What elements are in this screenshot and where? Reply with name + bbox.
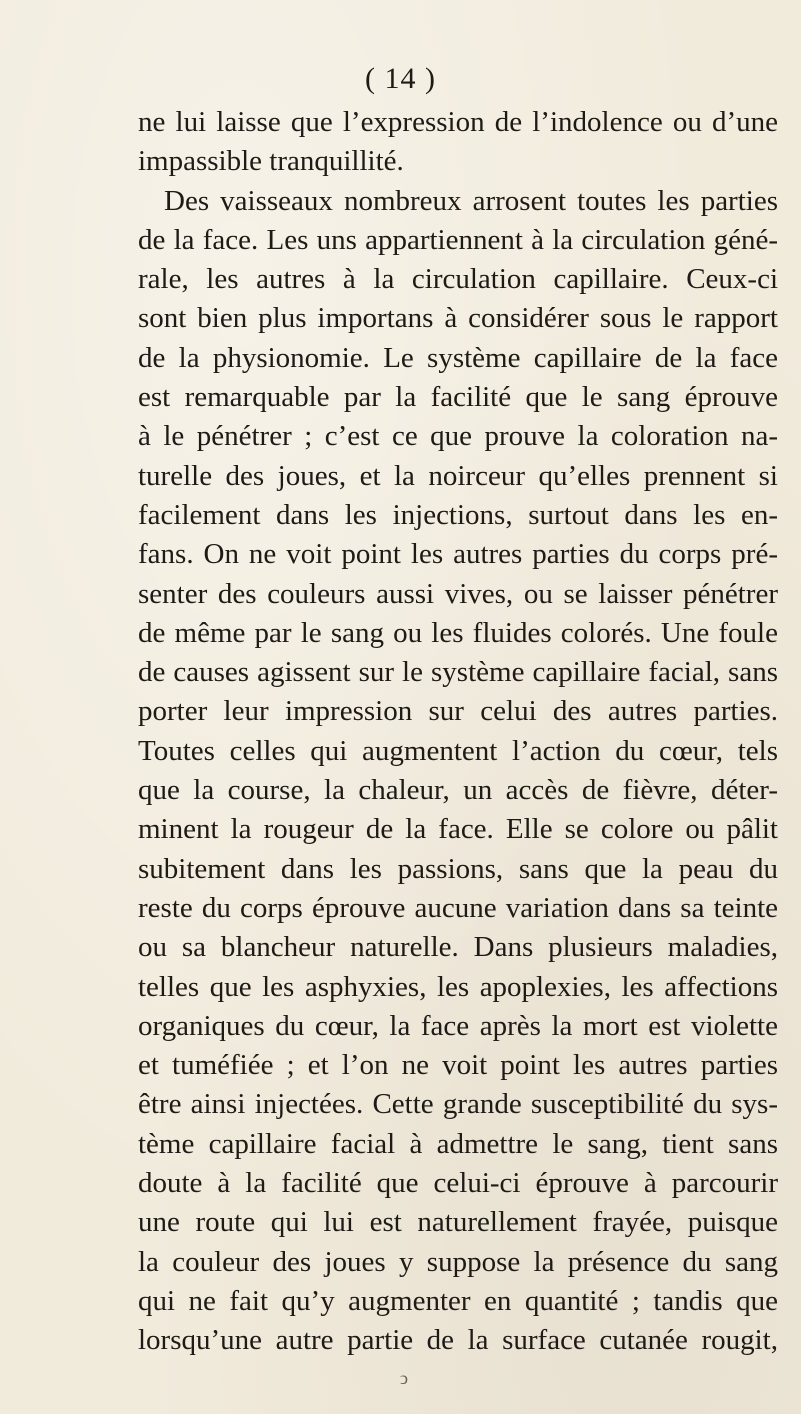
text-line: lorsqu’une autre partie de la surface cutanée rougit,	[138, 1324, 778, 1357]
text-line: rale, les autres à la circulation capillaire. Ceux-ci	[138, 263, 778, 296]
footer-mark: ↄ	[400, 1368, 408, 1388]
text-line: Des vaisseaux nombreux arrosent toutes les parties	[164, 184, 778, 217]
text-line: senter des couleurs aussi vives, ou se laisser pénétrer	[138, 577, 778, 610]
text-line: telles que les asphyxies, les apoplexies, les affections	[138, 970, 778, 1003]
text-line: subitement dans les passions, sans que la peau du	[138, 852, 778, 885]
text-line: que la course, la chaleur, un accès de fièvre, déter-	[138, 774, 778, 807]
text-line: de la face. Les uns appartiennent à la circulation géné-	[138, 223, 778, 256]
text-line: fans. On ne voit point les autres parties du corps pré-	[138, 538, 778, 571]
text-line: et tuméfiée ; et l’on ne voit point les autres parties	[138, 1049, 778, 1082]
text-line: facilement dans les injections, surtout dans les en-	[138, 498, 778, 531]
text-line: être ainsi injectées. Cette grande susceptibilité du sys-	[138, 1088, 778, 1121]
text-line: à le pénétrer ; c’est ce que prouve la coloration na-	[138, 420, 778, 453]
text-line: doute à la facilité que celui-ci éprouve à parcourir	[138, 1167, 778, 1200]
text-line: ou sa blancheur naturelle. Dans plusieurs maladies,	[138, 931, 778, 964]
text-line: est remarquable par la facilité que le sang éprouve	[138, 381, 778, 414]
text-line: Toutes celles qui augmentent l’action du cœur, tels	[138, 734, 778, 767]
page-number: ( 14 )	[365, 62, 436, 95]
body-text	[138, 103, 778, 1361]
text-line: ne lui laisse que l’expression de l’indolence ou d’une	[138, 106, 778, 138]
text-line: de causes agissent sur le système capillaire facial, sans	[138, 656, 778, 689]
text-line: qui ne fait qu’y augmenter en quantité ; tandis que	[138, 1284, 778, 1317]
text-line: une route qui lui est naturellement frayée, puisque	[138, 1206, 778, 1239]
text-line: de la physionomie. Le système capillaire de la face	[138, 341, 778, 374]
text-line: turelle des joues, et la noirceur qu’elles prennent si	[138, 459, 778, 492]
text-line: minent la rougeur de la face. Elle se colore ou pâlit	[138, 813, 778, 846]
text-line: de même par le sang ou les fluides colorés. Une foule	[138, 616, 778, 649]
text-line: tème capillaire facial à admettre le sang, tient sans	[138, 1127, 778, 1160]
text-line: impassible tranquillité.	[138, 145, 404, 178]
text-line: reste du corps éprouve aucune variation dans sa teinte	[138, 891, 778, 924]
text-line: sont bien plus importans à considérer sous le rapport	[138, 302, 778, 335]
text-line: organiques du cœur, la face après la mort est violette	[138, 1009, 778, 1042]
text-line: porter leur impression sur celui des autres parties.	[138, 695, 778, 728]
text-line: la couleur des joues y suppose la présence du sang	[138, 1245, 778, 1278]
